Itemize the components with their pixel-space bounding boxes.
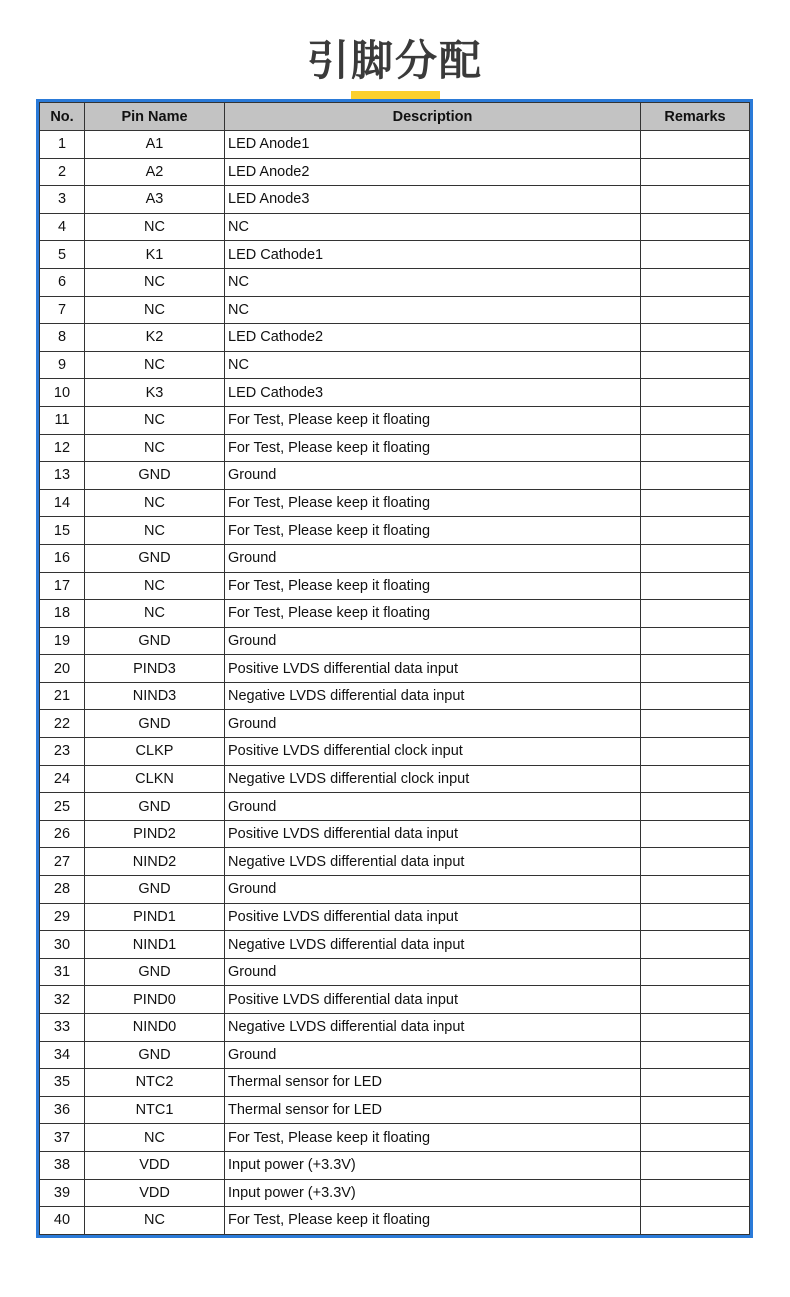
table-row <box>40 1124 750 1152</box>
cell-description: Negative LVDS differential data input <box>225 848 641 876</box>
table-row <box>40 765 750 793</box>
cell-remarks <box>641 572 750 600</box>
cell-description: Ground <box>225 544 641 572</box>
cell-description: For Test, Please keep it floating <box>225 1124 641 1152</box>
cell-no: 35 <box>40 1069 85 1097</box>
cell-no: 19 <box>40 627 85 655</box>
table-row <box>40 820 750 848</box>
cell-remarks <box>641 1096 750 1124</box>
table-row <box>40 876 750 904</box>
cell-no: 31 <box>40 958 85 986</box>
cell-remarks <box>641 158 750 186</box>
cell-description: NC <box>225 213 641 241</box>
table-row <box>40 489 750 517</box>
table-row <box>40 903 750 931</box>
cell-pin-name: NC <box>85 1207 225 1235</box>
cell-remarks <box>641 820 750 848</box>
cell-description: For Test, Please keep it floating <box>225 406 641 434</box>
table-row <box>40 986 750 1014</box>
cell-remarks <box>641 489 750 517</box>
table-row <box>40 406 750 434</box>
cell-remarks <box>641 655 750 683</box>
cell-pin-name: NTC2 <box>85 1069 225 1097</box>
cell-description: LED Cathode1 <box>225 241 641 269</box>
cell-pin-name: PIND1 <box>85 903 225 931</box>
cell-no: 8 <box>40 324 85 352</box>
cell-description: Input power (+3.3V) <box>225 1179 641 1207</box>
table-row <box>40 268 750 296</box>
cell-no: 28 <box>40 876 85 904</box>
cell-pin-name: NC <box>85 489 225 517</box>
cell-pin-name: GND <box>85 627 225 655</box>
cell-pin-name: NIND0 <box>85 1014 225 1042</box>
cell-no: 26 <box>40 820 85 848</box>
table-row <box>40 296 750 324</box>
table-row <box>40 655 750 683</box>
cell-description: LED Anode2 <box>225 158 641 186</box>
cell-remarks <box>641 296 750 324</box>
header-no: No. <box>40 103 85 131</box>
cell-pin-name: PIND0 <box>85 986 225 1014</box>
cell-remarks <box>641 1124 750 1152</box>
cell-pin-name: NC <box>85 600 225 628</box>
cell-pin-name: A2 <box>85 158 225 186</box>
cell-no: 6 <box>40 268 85 296</box>
cell-no: 23 <box>40 738 85 766</box>
cell-pin-name: A3 <box>85 186 225 214</box>
cell-pin-name: GND <box>85 462 225 490</box>
cell-no: 16 <box>40 544 85 572</box>
cell-no: 21 <box>40 682 85 710</box>
table-row <box>40 1207 750 1235</box>
cell-remarks <box>641 462 750 490</box>
cell-no: 12 <box>40 434 85 462</box>
cell-remarks <box>641 682 750 710</box>
cell-description: NC <box>225 296 641 324</box>
cell-description: Negative LVDS differential data input <box>225 931 641 959</box>
cell-remarks <box>641 406 750 434</box>
cell-no: 1 <box>40 131 85 159</box>
cell-no: 17 <box>40 572 85 600</box>
cell-pin-name: NIND2 <box>85 848 225 876</box>
pin-table <box>36 99 753 1238</box>
cell-description: Negative LVDS differential data input <box>225 1014 641 1042</box>
page-title: 引脚分配 <box>306 36 483 85</box>
cell-remarks <box>641 710 750 738</box>
cell-description: For Test, Please keep it floating <box>225 517 641 545</box>
cell-pin-name: NC <box>85 213 225 241</box>
cell-pin-name: GND <box>85 958 225 986</box>
cell-pin-name: NIND3 <box>85 682 225 710</box>
cell-description: For Test, Please keep it floating <box>225 489 641 517</box>
cell-description: Ground <box>225 710 641 738</box>
table-row <box>40 738 750 766</box>
table-row <box>40 434 750 462</box>
cell-pin-name: NC <box>85 351 225 379</box>
cell-no: 10 <box>40 379 85 407</box>
cell-no: 25 <box>40 793 85 821</box>
cell-no: 27 <box>40 848 85 876</box>
table-row <box>40 462 750 490</box>
table-row <box>40 351 750 379</box>
cell-remarks <box>641 986 750 1014</box>
table-row <box>40 600 750 628</box>
cell-no: 32 <box>40 986 85 1014</box>
header-pin-name: Pin Name <box>85 103 225 131</box>
cell-no: 15 <box>40 517 85 545</box>
cell-description: For Test, Please keep it floating <box>225 1207 641 1235</box>
table-row <box>40 572 750 600</box>
cell-pin-name: K3 <box>85 379 225 407</box>
cell-remarks <box>641 351 750 379</box>
cell-description: Thermal sensor for LED <box>225 1069 641 1097</box>
cell-remarks <box>641 268 750 296</box>
table-row <box>40 158 750 186</box>
cell-no: 24 <box>40 765 85 793</box>
cell-remarks <box>641 765 750 793</box>
cell-description: For Test, Please keep it floating <box>225 434 641 462</box>
cell-no: 39 <box>40 1179 85 1207</box>
cell-description: Negative LVDS differential clock input <box>225 765 641 793</box>
cell-remarks <box>641 186 750 214</box>
cell-pin-name: CLKN <box>85 765 225 793</box>
cell-description: Negative LVDS differential data input <box>225 682 641 710</box>
cell-description: Positive LVDS differential data input <box>225 986 641 1014</box>
cell-pin-name: GND <box>85 1041 225 1069</box>
cell-no: 18 <box>40 600 85 628</box>
cell-description: For Test, Please keep it floating <box>225 572 641 600</box>
cell-description: Ground <box>225 958 641 986</box>
cell-remarks <box>641 1151 750 1179</box>
table-row <box>40 517 750 545</box>
cell-pin-name: NTC1 <box>85 1096 225 1124</box>
table-row <box>40 213 750 241</box>
table-row <box>40 324 750 352</box>
cell-remarks <box>641 434 750 462</box>
cell-pin-name: A1 <box>85 131 225 159</box>
cell-remarks <box>641 213 750 241</box>
cell-remarks <box>641 131 750 159</box>
table-row <box>40 1179 750 1207</box>
cell-remarks <box>641 1179 750 1207</box>
cell-no: 20 <box>40 655 85 683</box>
cell-remarks <box>641 876 750 904</box>
cell-pin-name: NC <box>85 1124 225 1152</box>
cell-description: NC <box>225 351 641 379</box>
table-row <box>40 627 750 655</box>
cell-description: Positive LVDS differential clock input <box>225 738 641 766</box>
cell-description: Ground <box>225 1041 641 1069</box>
cell-no: 9 <box>40 351 85 379</box>
cell-pin-name: NC <box>85 296 225 324</box>
cell-pin-name: NC <box>85 268 225 296</box>
cell-pin-name: GND <box>85 793 225 821</box>
table-row <box>40 1041 750 1069</box>
cell-pin-name: NIND1 <box>85 931 225 959</box>
cell-no: 2 <box>40 158 85 186</box>
cell-no: 29 <box>40 903 85 931</box>
cell-pin-name: K2 <box>85 324 225 352</box>
cell-description: Ground <box>225 627 641 655</box>
cell-description: Ground <box>225 876 641 904</box>
cell-description: LED Cathode3 <box>225 379 641 407</box>
cell-remarks <box>641 379 750 407</box>
cell-remarks <box>641 931 750 959</box>
table-row <box>40 682 750 710</box>
table-header-row <box>40 103 750 131</box>
cell-pin-name: NC <box>85 406 225 434</box>
cell-no: 14 <box>40 489 85 517</box>
cell-remarks <box>641 517 750 545</box>
cell-remarks <box>641 544 750 572</box>
table-row <box>40 710 750 738</box>
cell-pin-name: GND <box>85 544 225 572</box>
cell-no: 37 <box>40 1124 85 1152</box>
header-description: Description <box>225 103 641 131</box>
cell-remarks <box>641 1014 750 1042</box>
cell-pin-name: NC <box>85 572 225 600</box>
cell-no: 30 <box>40 931 85 959</box>
cell-description: Thermal sensor for LED <box>225 1096 641 1124</box>
cell-no: 11 <box>40 406 85 434</box>
table-row <box>40 848 750 876</box>
cell-remarks <box>641 627 750 655</box>
cell-no: 13 <box>40 462 85 490</box>
table-row <box>40 1096 750 1124</box>
cell-pin-name: PIND3 <box>85 655 225 683</box>
cell-pin-name: GND <box>85 710 225 738</box>
cell-description: Input power (+3.3V) <box>225 1151 641 1179</box>
cell-remarks <box>641 1207 750 1235</box>
cell-no: 38 <box>40 1151 85 1179</box>
cell-no: 22 <box>40 710 85 738</box>
cell-pin-name: CLKP <box>85 738 225 766</box>
table-row <box>40 544 750 572</box>
cell-description: Positive LVDS differential data input <box>225 820 641 848</box>
cell-remarks <box>641 738 750 766</box>
cell-no: 7 <box>40 296 85 324</box>
cell-remarks <box>641 958 750 986</box>
cell-no: 4 <box>40 213 85 241</box>
cell-no: 40 <box>40 1207 85 1235</box>
cell-remarks <box>641 324 750 352</box>
table-row <box>40 131 750 159</box>
cell-pin-name: GND <box>85 876 225 904</box>
cell-description: LED Anode3 <box>225 186 641 214</box>
cell-pin-name: K1 <box>85 241 225 269</box>
header-remarks: Remarks <box>641 103 750 131</box>
cell-description: Ground <box>225 793 641 821</box>
cell-no: 36 <box>40 1096 85 1124</box>
cell-description: Ground <box>225 462 641 490</box>
table-row <box>40 793 750 821</box>
cell-description: For Test, Please keep it floating <box>225 600 641 628</box>
cell-no: 3 <box>40 186 85 214</box>
table-row <box>40 931 750 959</box>
cell-remarks <box>641 848 750 876</box>
table-row <box>40 379 750 407</box>
cell-pin-name: NC <box>85 517 225 545</box>
cell-no: 34 <box>40 1041 85 1069</box>
cell-remarks <box>641 600 750 628</box>
table-row <box>40 186 750 214</box>
cell-description: LED Cathode2 <box>225 324 641 352</box>
cell-pin-name: VDD <box>85 1179 225 1207</box>
table-row <box>40 1014 750 1042</box>
table-row <box>40 1151 750 1179</box>
cell-no: 5 <box>40 241 85 269</box>
cell-remarks <box>641 1069 750 1097</box>
cell-description: Positive LVDS differential data input <box>225 655 641 683</box>
table-row <box>40 241 750 269</box>
cell-description: Positive LVDS differential data input <box>225 903 641 931</box>
cell-remarks <box>641 241 750 269</box>
cell-description: NC <box>225 268 641 296</box>
table-row <box>40 1069 750 1097</box>
cell-remarks <box>641 793 750 821</box>
table-row <box>40 958 750 986</box>
cell-remarks <box>641 903 750 931</box>
cell-pin-name: PIND2 <box>85 820 225 848</box>
cell-pin-name: NC <box>85 434 225 462</box>
cell-remarks <box>641 1041 750 1069</box>
cell-description: LED Anode1 <box>225 131 641 159</box>
cell-pin-name: VDD <box>85 1151 225 1179</box>
cell-no: 33 <box>40 1014 85 1042</box>
